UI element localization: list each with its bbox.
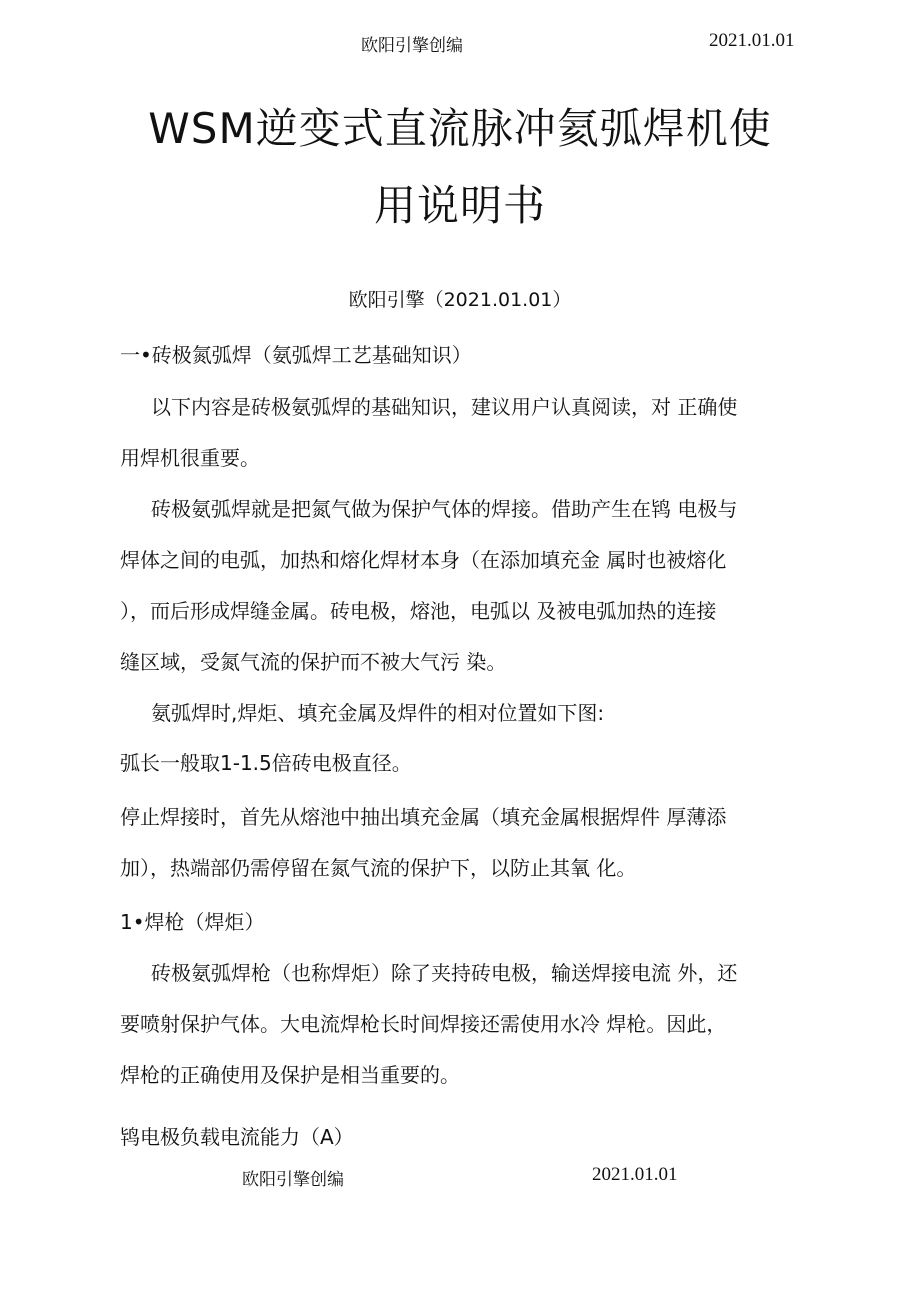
- footer-date: 2021.01.01: [592, 1164, 678, 1185]
- paragraph-line: 加），热端部仍需停留在氮气流的保护下，以防止其氧 化。: [120, 856, 637, 880]
- footer-author: 欧阳引擎创编: [242, 1170, 344, 1190]
- table-caption: 鸨电极负载电流能力（A）: [120, 1125, 354, 1149]
- header-date: 2021.01.01: [709, 30, 795, 51]
- paragraph-line: 焊枪的正确使用及保护是相当重要的。: [120, 1063, 460, 1087]
- paragraph-line: 砖极氨弧焊就是把氮气做为保护气体的焊接。借助产生在鸨 电极与: [151, 497, 738, 521]
- paragraph-line: 要喷射保护气体。大电流焊枪长时间焊接还需使用水冷 焊枪。因此，: [120, 1012, 727, 1036]
- paragraph-line: ），而后形成焊缝金属。砖电极，熔池，电弧以 及被电弧加热的连接: [120, 599, 717, 623]
- header-author: 欧阳引擎创编: [361, 36, 463, 56]
- paragraph-line: 焊体之间的电弧，加热和熔化焊材本身（在添加填充金 属时也被熔化: [120, 548, 727, 572]
- paragraph-line: 缝区域，受氮气流的保护而不被大气污 染。: [120, 650, 507, 674]
- paragraph-line: 氨弧焊时,焊炬、填充金属及焊件的相对位置如下图:: [151, 701, 605, 725]
- document-title-line-1: WSM逆变式直流脉冲氦弧焊机使: [148, 104, 772, 153]
- paragraph-line: 弧长一般取1-1.5倍砖电极直径。: [120, 751, 412, 775]
- subsection-heading: 1•焊枪（焊炬）: [120, 910, 265, 934]
- byline: 欧阳引擎（2021.01.01）: [348, 289, 572, 311]
- document-title-line-2: 用说明书: [373, 181, 546, 230]
- section-heading: 一•砖极氮弧焊（氨弧焊工艺基础知识）: [120, 343, 472, 367]
- paragraph-line: 用焊机很重要。: [120, 446, 260, 470]
- paragraph-line: 砖极氨弧焊枪（也称焊炬）除了夹持砖电极，输送焊接电流 外，还: [151, 961, 738, 985]
- paragraph-line: 以下内容是砖极氨弧焊的基础知识，建议用户认真阅读，对 正确使: [151, 395, 738, 419]
- paragraph-line: 停止焊接时，首先从熔池中抽出填充金属（填充金属根据焊件 厚薄添: [120, 805, 727, 829]
